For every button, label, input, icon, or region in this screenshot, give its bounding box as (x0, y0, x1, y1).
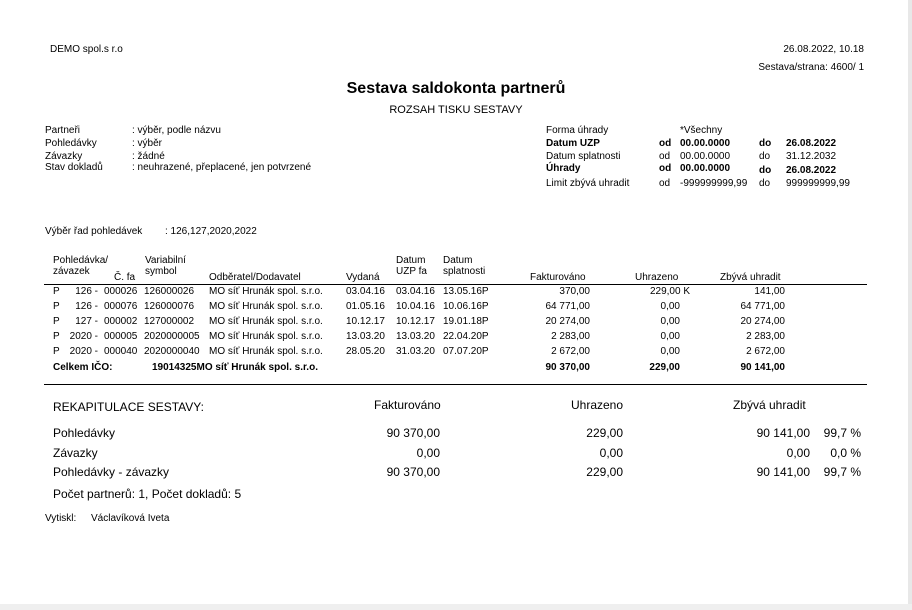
recap-row-pct: 0,0 % (830, 446, 861, 460)
col-uzp: Datum (396, 255, 426, 266)
row-series: 2020 - (69, 346, 98, 357)
col-invoiced: Fakturováno (530, 272, 586, 283)
total-remaining: 90 141,00 (740, 362, 785, 373)
row-vs: 2020000040 (144, 346, 200, 357)
range-from: 00.00.0000 (680, 151, 731, 162)
row-paid: 229,00 K (649, 286, 690, 297)
row-series: 126 - (75, 301, 98, 312)
recap-row-invoiced: 90 370,00 (386, 426, 440, 440)
bottom-edge (0, 604, 912, 610)
row-invoiced: 370,00 (559, 286, 590, 297)
company-name: DEMO spol.s r.o (50, 44, 123, 55)
print-datetime: 26.08.2022, 10.18 (783, 44, 864, 55)
report-subtitle: ROZSAH TISKU SESTAVY (389, 104, 523, 116)
row-number: 000040 (104, 346, 138, 357)
range-from: 00.00.0000 (680, 138, 731, 149)
recap-row-invoiced: 0,00 (416, 446, 440, 460)
row-remaining: 64 771,00 (740, 301, 785, 312)
row-due: 10.06.16P (443, 301, 489, 312)
row-series: 2020 - (69, 331, 98, 342)
recap-row-remaining: 90 141,00 (756, 426, 810, 440)
row-uzp: 31.03.20 (396, 346, 435, 357)
col-issued: Vydaná (346, 272, 380, 283)
recap-row-pct: 99,7 % (823, 465, 861, 479)
row-due: 13.05.16P (443, 286, 489, 297)
row-remaining: 141,00 (754, 286, 785, 297)
criteria-label: Partneři (45, 125, 81, 136)
col-cfa: Č. fa (114, 272, 136, 283)
total-paid: 229,00 (649, 362, 680, 373)
row-vs: 126000026 (144, 286, 195, 297)
row-issued: 01.05.16 (346, 301, 385, 312)
series-filter-label: Výběr řad pohledávek (45, 226, 143, 237)
row-invoiced: 20 274,00 (545, 316, 590, 327)
col-due: Datum (443, 255, 473, 266)
range-od: od (659, 178, 671, 189)
row-uzp: 13.03.20 (396, 331, 435, 342)
row-remaining: 20 274,00 (740, 316, 785, 327)
range-do: do (759, 178, 771, 189)
row-vs: 2020000005 (144, 331, 200, 342)
row-issued: 03.04.16 (346, 286, 385, 297)
range-label: Limit zbývá uhradit (546, 178, 630, 189)
col-vs-2: symbol (145, 266, 177, 277)
row-number: 000005 (104, 331, 138, 342)
criteria-label: Pohledávky (45, 138, 97, 149)
row-number: 000076 (104, 301, 138, 312)
col-vs: Variabilní (145, 255, 186, 266)
row-issued: 28.05.20 (346, 346, 385, 357)
range-do: do (759, 138, 772, 149)
total-divider (44, 384, 867, 385)
row-paid: 0,00 (660, 331, 680, 342)
row-series: 127 - (75, 316, 98, 327)
range-od: od (659, 163, 672, 174)
row-type: P (53, 286, 60, 297)
range-from: 00.00.0000 (680, 163, 731, 174)
report-title: Sestava saldokonta partnerů (346, 80, 566, 97)
criteria-label: Stav dokladů (45, 162, 103, 173)
col-uzp-2: UZP fa (396, 266, 427, 277)
recap-row-paid: 0,00 (599, 446, 623, 460)
row-invoiced: 2 283,00 (551, 331, 590, 342)
row-invoiced: 2 672,00 (551, 346, 590, 357)
range-to: 999999999,99 (786, 178, 850, 189)
criteria-value: : žádné (132, 151, 165, 162)
row-type: P (53, 316, 60, 327)
range-od: od (659, 138, 672, 149)
recap-row-remaining: 90 141,00 (756, 465, 810, 479)
range-to: 26.08.2022 (786, 138, 837, 149)
recap-row-label: Pohledávky - závazky (53, 465, 170, 479)
row-paid: 0,00 (660, 316, 680, 327)
range-to: 31.12.2032 (786, 151, 837, 162)
recap-title: REKAPITULACE SESTAVY: (53, 400, 204, 414)
row-vs: 126000076 (144, 301, 195, 312)
range-do: do (759, 165, 772, 176)
col-doc-2: závazek (53, 266, 90, 277)
recap-summary: Počet partnerů: 1, Počet dokladů: 5 (53, 487, 242, 501)
row-partner: MO síť Hrunák spol. s.r.o. (209, 301, 323, 312)
range-from: -999999999,99 (680, 178, 748, 189)
row-due: 07.07.20P (443, 346, 489, 357)
criteria-value: : výběr, podle názvu (132, 125, 221, 136)
total-label: Celkem IČO: (53, 362, 113, 373)
recap-row-paid: 229,00 (586, 426, 623, 440)
row-invoiced: 64 771,00 (545, 301, 590, 312)
row-number: 000002 (104, 316, 138, 327)
row-vs: 127000002 (144, 316, 195, 327)
range-label: Datum UZP (546, 138, 600, 149)
printed-by-label: Vytiskl: (45, 513, 77, 524)
row-partner: MO síť Hrunák spol. s.r.o. (209, 316, 323, 327)
range-label: Datum splatnosti (546, 151, 621, 162)
criteria-value: : neuhrazené, přeplacené, jen potvrzené (132, 162, 312, 173)
criteria-label: Závazky (45, 151, 83, 162)
printed-by-name: Václavíková Iveta (91, 513, 170, 524)
row-paid: 0,00 (660, 346, 680, 357)
recap-col-remaining: Zbývá uhradit (733, 398, 806, 412)
row-type: P (53, 331, 60, 342)
recap-row-pct: 99,7 % (823, 426, 861, 440)
range-to: 26.08.2022 (786, 165, 837, 176)
series-filter-value: : 126,127,2020,2022 (165, 226, 257, 237)
row-remaining: 2 672,00 (746, 346, 785, 357)
col-due-2: splatnosti (443, 266, 486, 277)
col-doc: Pohledávka/ (53, 255, 109, 266)
recap-row-remaining: 0,00 (786, 446, 810, 460)
row-remaining: 2 283,00 (746, 331, 785, 342)
row-paid: 0,00 (660, 301, 680, 312)
row-uzp: 10.12.17 (396, 316, 435, 327)
row-partner: MO síť Hrunák spol. s.r.o. (209, 346, 323, 357)
row-series: 126 - (75, 286, 98, 297)
row-partner: MO síť Hrunák spol. s.r.o. (209, 331, 323, 342)
row-issued: 10.12.17 (346, 316, 385, 327)
payment-form-value: *Všechny (680, 125, 723, 136)
row-number: 000026 (104, 286, 138, 297)
row-type: P (53, 346, 60, 357)
recap-col-invoiced: Fakturováno (374, 398, 441, 412)
col-partner: Odběratel/Dodavatel (209, 272, 301, 283)
total-ico-partner: 19014325MO síť Hrunák spol. s.r.o. (152, 362, 318, 373)
recap-row-label: Závazky (53, 446, 98, 460)
row-due: 19.01.18P (443, 316, 489, 327)
row-uzp: 03.04.16 (396, 286, 435, 297)
criteria-value: : výběr (132, 138, 163, 149)
range-label: Úhrady (546, 163, 581, 174)
row-due: 22.04.20P (443, 331, 489, 342)
recap-row-paid: 229,00 (586, 465, 623, 479)
range-do: do (759, 151, 771, 162)
range-od: od (659, 151, 671, 162)
row-type: P (53, 301, 60, 312)
vertical-scrollbar[interactable] (908, 0, 912, 610)
row-partner: MO síť Hrunák spol. s.r.o. (209, 286, 323, 297)
recap-row-label: Pohledávky (53, 426, 116, 440)
row-uzp: 10.04.16 (396, 301, 435, 312)
page-info: Sestava/strana: 4600/ 1 (758, 62, 864, 73)
col-remaining: Zbývá uhradit (720, 272, 781, 283)
col-paid: Uhrazeno (635, 272, 679, 283)
header-divider (44, 284, 867, 285)
total-invoiced: 90 370,00 (545, 362, 590, 373)
recap-row-invoiced: 90 370,00 (386, 465, 440, 479)
payment-form-label: Forma úhrady (546, 125, 609, 136)
recap-col-paid: Uhrazeno (571, 398, 624, 412)
row-issued: 13.03.20 (346, 331, 385, 342)
